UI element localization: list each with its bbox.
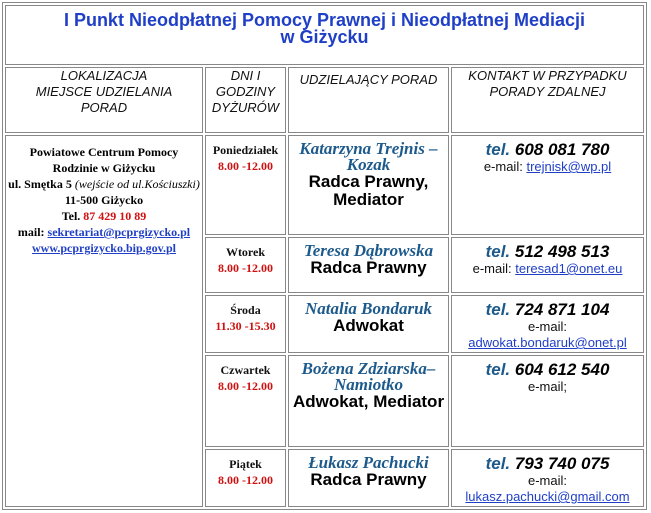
day-cell: Wtorek 8.00 -12.00 [205,237,286,293]
day-cell: Piątek 8.00 -12.00 [205,449,286,507]
day-cell: Czwartek 8.00 -12.00 [205,355,286,447]
advisor-name: Łukasz Pachucki [308,453,429,472]
location-phone: 87 429 10 89 [83,209,147,223]
title-line-1: I Punkt Nieodpłatnej Pomocy Prawnej i Nieodpłatnej Mediacji [63,10,586,30]
advisor-phone: 608 081 780 [514,140,610,159]
advisor-role: Radca Prawny [310,258,427,277]
advisor-email-link[interactable]: lukasz.pachucki@gmail.com [465,489,630,504]
header-advisor: UDZIELAJĄCY PORAD [288,67,449,133]
advisor-role: Adwokat, Mediator [292,392,445,411]
day-cell: Środa 11.30 -15.30 [205,295,286,353]
header-days: DNI I GODZINY DYŻURÓW [205,67,286,133]
header-row [5,67,644,133]
schedule-table [2,2,647,510]
title-cell [5,5,644,65]
title-line-2: w Giżycku [280,27,369,47]
advisor-name: Bożena Zdziarska–Namiotko [301,359,436,394]
contact-cell: tel. 512 498 513 e-mail: teresad1@onet.eu [451,237,644,293]
contact-cell: tel. 793 740 075 e-mail: lukasz.pachucki@gmail.com [451,449,644,507]
page-title [6,6,643,46]
advisor-name: Katarzyna Trejnis – Kozak [299,139,438,174]
contact-cell: tel. 604 612 540 e-mail; [451,355,644,447]
advisor-cell [288,355,449,447]
day-cell: Poniedziałek 8.00 -12.00 [205,135,286,235]
advisor-name: Teresa Dąbrowska [303,241,434,260]
advisor-email-link[interactable]: trejnisk@wp.pl [526,159,612,174]
advisor-role: Radca Prawny, Mediator [308,172,429,209]
advisor-role: Radca Prawny [310,470,427,489]
advisor-cell [288,237,449,293]
advisor-cell [288,449,449,507]
advisor-phone: 512 498 513 [514,242,610,261]
location-cell: Powiatowe Centrum Pomocy Rodzinie w Giżycku ul. Smętka 5 (wejście od ul.Kościuszki) 11-500 Giżycko Tel. 87 429 10 89 mail: sekretariat@pcprgizycko.pl www.pcprgizycko.bip.gov.pl [5,135,203,507]
header-contact: KONTAKT W PRZYPADKU PORADY ZDALNEJ [451,67,644,133]
contact-cell: tel. 724 871 104 e-mail: adwokat.bondaruk@onet.pl [451,295,644,353]
advisor-email-link[interactable]: teresad1@onet.eu [515,261,623,276]
advisor-phone: 793 740 075 [514,454,610,473]
advisor-email-link[interactable]: adwokat.bondaruk@onet.pl [468,335,627,350]
advisor-phone: 604 612 540 [514,360,610,379]
location-website-link[interactable]: www.pcprgizycko.bip.gov.pl [31,241,177,255]
advisor-phone: 724 871 104 [514,300,610,319]
advisor-role: Adwokat [333,316,404,335]
advisor-cell [288,295,449,353]
table-row [5,135,644,235]
header-location: LOKALIZACJA MIEJSCE UDZIELANIA PORAD [5,67,203,133]
contact-cell: tel. 608 081 780 e-mail: trejnisk@wp.pl [451,135,644,235]
location-email-link[interactable]: sekretariat@pcprgizycko.pl [47,225,191,239]
advisor-cell [288,135,449,235]
advisor-name: Natalia Bondaruk [304,299,433,318]
